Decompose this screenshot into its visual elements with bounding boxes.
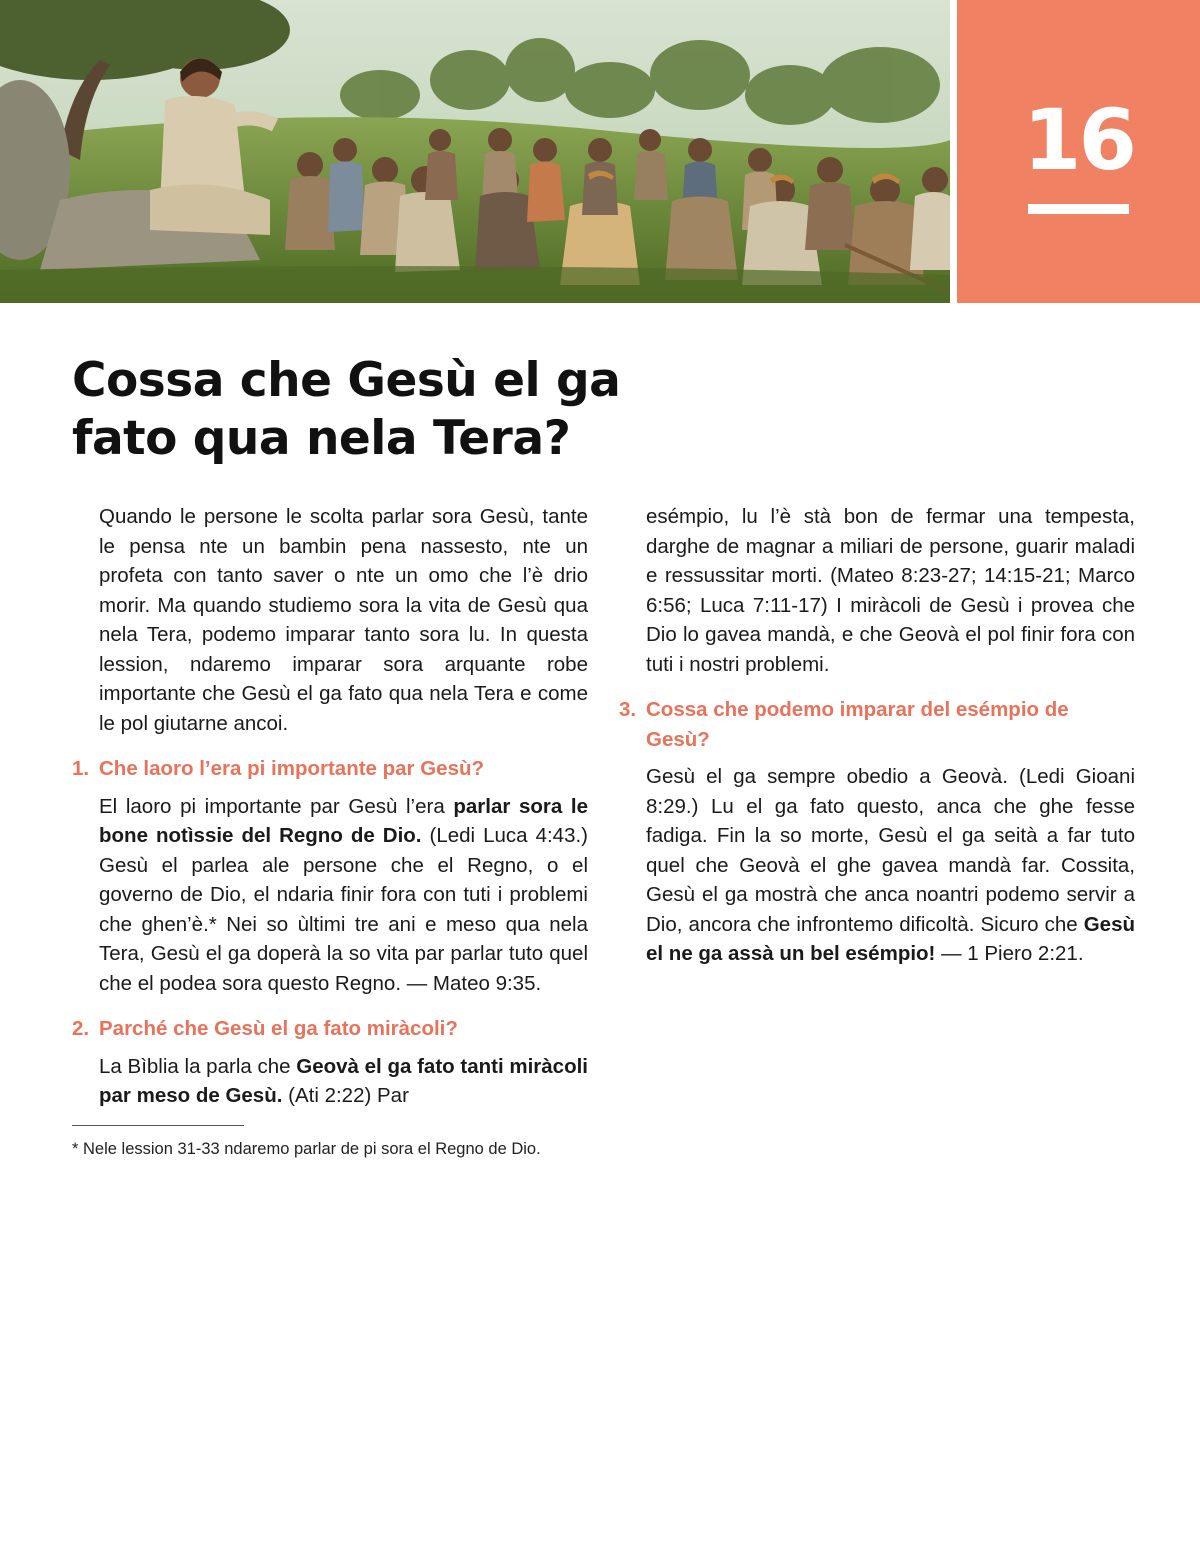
answer-1-text-b: (Ledi Luca 4:43.) Gesù el parlea ale persone che el Regno, o el governo de Dio, el ndaria finir fora con tuti i problemi che ghen’è.* Nei so ùltimi tre ani e meso qua nela Tera, Gesù el ga doperà la so vita par parlar tuto quel che el podea sora questo Regno. — Mateo 9:35. xyxy=(99,824,588,995)
intro-paragraph: Quando le persone le scolta parlar sora Gesù, tante le pensa nte un bambin pena nassesto, nte un profeta con tanto saver o nte un omo che l’è drio morir. Ma quando studiemo sora la vita de Gesù qua nela Tera, podemo imparar tanto sora lu. In questa lession, ndaremo imparar sora arquante robe importante che Gesù el ga fato qua nela Tera e come le pol giutarne ancoi. xyxy=(99,505,588,735)
question-1-number: 1. xyxy=(72,757,90,780)
answer-3-bold: Gesù el ne ga assà un bel esémpio! xyxy=(646,912,1135,965)
answer-1-bold: parlar sora le bone notìssie del Regno de Dio. xyxy=(99,794,589,847)
question-3-heading xyxy=(619,695,1135,754)
page-title xyxy=(72,352,692,468)
answer-1-text-a: El laoro pi importante par Gesù l’era xyxy=(99,794,454,818)
answer-2-text-b: (Ati 2:22) Par xyxy=(282,1084,409,1107)
answer-3-text-b: — 1 Piero 2:21. xyxy=(935,942,1084,965)
answer-3-paragraph xyxy=(646,762,1135,969)
hero-illustration xyxy=(0,0,950,303)
question-1-heading xyxy=(72,754,588,784)
answer-1-paragraph xyxy=(99,792,588,999)
answer-2-continued: esémpio, lu l’è stà bon de fermar una tempesta, darghe de magnar a miliari de persone, guarir maladi e ressussitar morti. (Mateo 8:23-27; 14:15-21; Marco 6:56; Luca 7:11-17) I miràcoli de Gesù i provea che Dio lo gavea mandà, e che Geovà el pol finir fora con tuti i nostri problemi. xyxy=(646,505,1135,676)
right-column xyxy=(619,502,1135,969)
question-3-text: Cossa che podemo imparar del esémpio de Gesù? xyxy=(646,698,1069,751)
question-2-text: Parché che Gesù el ga fato miràcoli? xyxy=(99,1017,458,1040)
question-2-heading xyxy=(72,1014,588,1044)
left-column xyxy=(72,502,588,1160)
answer-2-paragraph xyxy=(99,1052,588,1111)
hero-scene xyxy=(0,0,950,303)
footnote: * Nele lession 31-33 ndaremo parlar de pi sora el Regno de Dio. xyxy=(72,1139,541,1158)
answer-3-text-a: Gesù el ga sempre obedio a Geovà. (Ledi Gioani 8:29.) Lu el ga fato questo, anca che ghe fesse fadiga. Fin la so morte, Gesù el ga seità a far tuto quel che Geovà el ghe gavea mandà far. Cossita, Gesù el ga mostrà che anca noantri podemo servir a Dio, ancora che infrontemo dificoltà. Sicuro che xyxy=(646,765,1135,936)
question-1-text: Che laoro l’era pi importante par Gesù? xyxy=(99,757,485,780)
answer-2-text-a: La Bìblia la parla che xyxy=(99,1054,297,1078)
footnote-divider xyxy=(72,1125,244,1126)
question-3-number: 3. xyxy=(619,698,637,721)
lesson-number-underline xyxy=(1028,204,1129,214)
question-2-number: 2. xyxy=(72,1017,90,1040)
lesson-number: 16 xyxy=(1023,91,1134,189)
lesson-badge xyxy=(957,0,1200,303)
page-title-line2: fato qua nela Tera? xyxy=(72,411,571,466)
page-title-line1: Cossa che Gesù el ga xyxy=(72,353,621,408)
answer-2-bold: Geovà el ga fato tanti miràcoli par meso de Gesù. xyxy=(99,1054,589,1107)
